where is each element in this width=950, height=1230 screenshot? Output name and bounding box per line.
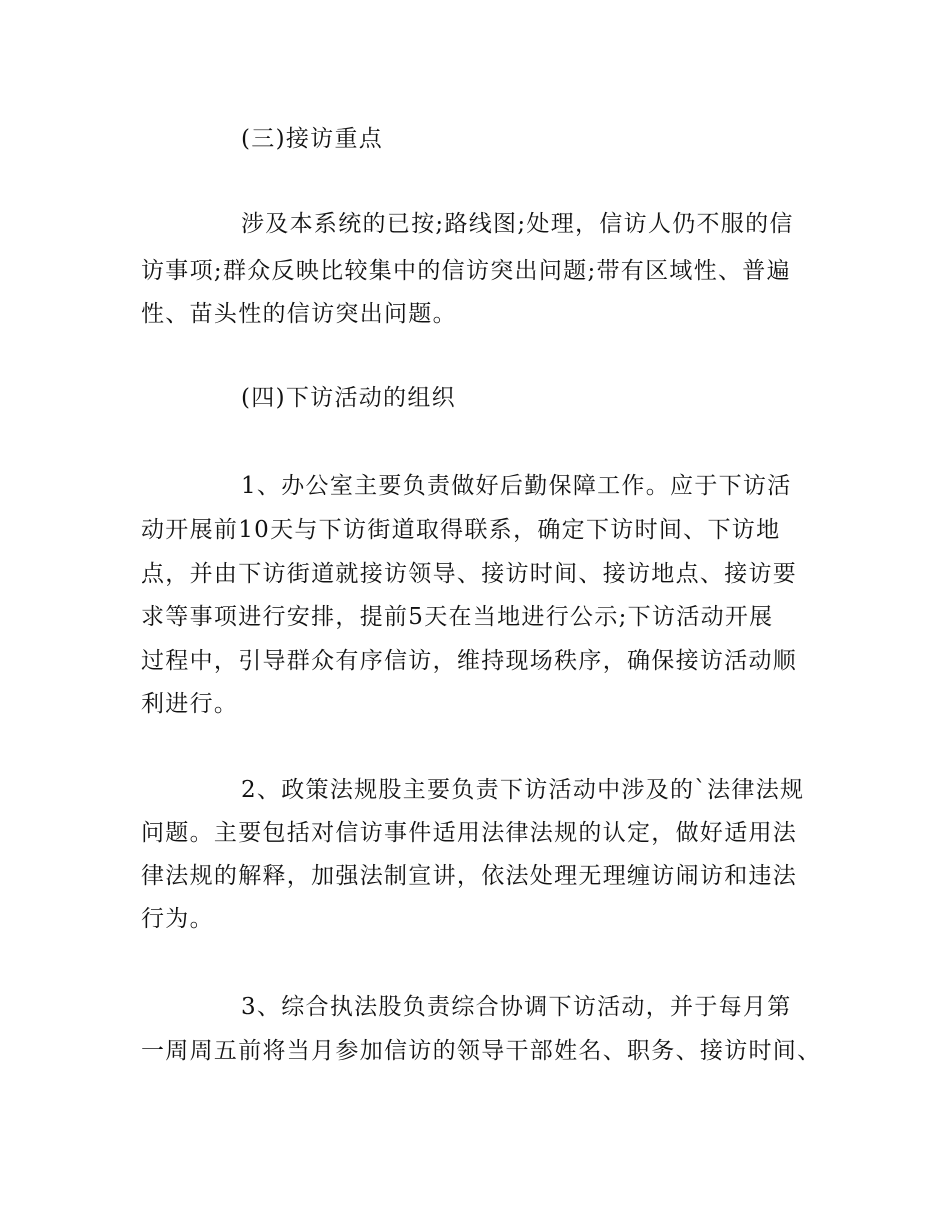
paragraph-line: 2、政策法规股主要负责下访活动中涉及的`法律法规	[241, 777, 805, 803]
section-heading-4: (四)下访活动的组织	[241, 385, 456, 411]
paragraph-line: 一周周五前将当月参加信访的领导干部姓名、职务、接访时间、	[141, 1038, 822, 1064]
paragraph-line: 律法规的解释，加强法制宣讲，依法处理无理缠访闹访和违法	[141, 863, 798, 889]
paragraph-line: 3、综合执法股负责综合协调下访活动，并于每月第	[241, 994, 792, 1020]
paragraph-line: 1、办公室主要负责做好后勤保障工作。应于下访活	[241, 473, 792, 499]
paragraph-line: 点，并由下访街道就接访领导、接访时间、接访地点、接访要	[141, 561, 798, 587]
paragraph-line: 过程中，引导群众有序信访，维持现场秩序，确保接访活动顺	[141, 648, 798, 674]
paragraph-line: 访事项;群众反映比较集中的信访突出问题;带有区域性、普遍	[141, 258, 791, 284]
paragraph-line: 问题。主要包括对信访事件适用法律法规的认定，做好适用法	[141, 820, 798, 846]
paragraph-line: 涉及本系统的已按;路线图;处理，信访人仍不服的信	[241, 211, 794, 237]
section-heading-3: (三)接访重点	[241, 126, 384, 152]
paragraph-line: 性、苗头性的信访突出问题。	[141, 301, 457, 327]
paragraph-line: 行为。	[141, 906, 214, 932]
paragraph-line: 动开展前10天与下访街道取得联系，确定下访时间、下访地	[141, 517, 781, 543]
paragraph-line: 利进行。	[141, 691, 239, 717]
paragraph-line: 求等事项进行安排，提前5天在当地进行公示;下访活动开展	[141, 604, 774, 630]
